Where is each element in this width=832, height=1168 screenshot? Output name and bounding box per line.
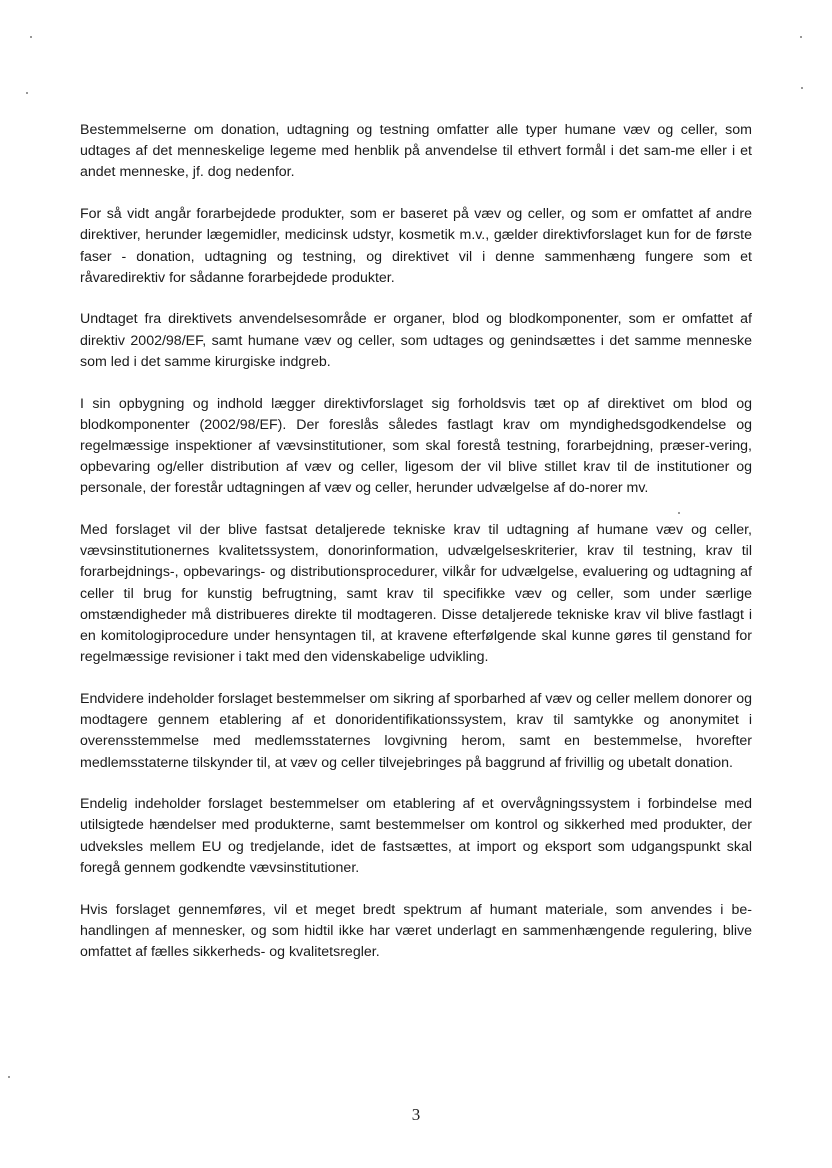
- paragraph-processed-products: For så vidt angår forarbejdede produkter, som er baseret på væv og celler, og som er omfattet af andre direktiver, herunder lægemidler, medicinsk udstyr, kosmetik m.v., gælder direktivforslaget kun for de første faser - donation, udtagning og testning, og direktivet vil i denne sammenhæng fungere som et råvaredirektiv for sådanne forarbejdede produkter.: [80, 206, 752, 286]
- paragraph-conclusion: Hvis forslaget gennemføres, vil et meget bredt spektrum af humant materiale, som anvendes i be-handlingen af mennesker, og som hidtil ikke har været underlagt en sammenhængende regulering, blive omfattet af fælles sikkerheds- og kvalitetsregler.: [80, 901, 752, 960]
- paragraph-traceability: Endvidere indeholder forslaget bestemmelser om sikring af sporbarhed af væv og celler mellem donorer og modtagere gennem etablering af et donoridentifikationssystem, krav til samtykke og anonymitet i overensstemmelse med medlemsstaternes lovgivning herom, samt en bestemmelse, hvorefter medlemsstaterne tilskynder til, at væv og celler tilvejebringes på baggrund af frivillig og ubetalt donation.: [80, 690, 752, 771]
- paragraph-scope: Bestemmelserne om donation, udtagning og testning omfatter alle typer humane væv og celler, som udtages af det menneskelige legeme med henblik på anvendelse til ethvert formål i det sam-me eller i et andet menneske, jf. dog nedenfor.: [80, 122, 752, 181]
- paragraph-surveillance: Endelig indeholder forslaget bestemmelser om etablering af et overvågningssystem i forbindelse med utilsigtede hændelser med produkterne, samt bestemmelser om kontrol og sikkerhed med produkter, der udveksles mellem EU og tredjelande, idet de fastsættes, at import og eksport som udgangspunkt skal foregå gennem godkendte vævsinstitutioner.: [80, 796, 752, 876]
- paragraph-structure: I sin opbygning og indhold lægger direktivforslaget sig forholdsvis tæt op af direktivet om blod og blodkomponenter (2002/98/EF). Der foreslås således fastlagt krav om myndighedsgodkendelse og regelmæssige inspektioner af vævsinstitutioner, som skal forestå testning, forarbejdning, præser-vering, opbevaring og/eller distribution af væv og celler, ligesom der vil blive stillet krav til de institutioner og personale, der forestår udtagningen af væv og celler, herunder udvælgelse af do-norer mv.: [80, 395, 752, 497]
- body-text: [80, 120, 752, 984]
- paragraph-exclusions: Undtaget fra direktivets anvendelsesområde er organer, blod og blodkomponenter, som er omfattet af direktiv 2002/98/EF, samt humane væv og celler, som udtages og genindsættes i det samme menneske som led i det samme kirurgiske indgreb.: [80, 311, 752, 370]
- page-number: 3: [411, 1105, 421, 1124]
- scan-speck: [26, 92, 28, 94]
- scan-speck: [801, 87, 803, 89]
- scan-speck: [30, 36, 32, 38]
- scan-speck: [800, 36, 802, 38]
- paragraph-technical-requirements: Med forslaget vil der blive fastsat detaljerede tekniske krav til udtagning af humane væv og celler, vævsinstitutionernes kvalitetssystem, donorinformation, udvælgelseskriterier, krav til testning, krav til forarbejdnings-, opbevarings- og distributionsprocedurer, vilkår for udvælgelse, evaluering og udtagning af celler til brug for kunstig befrugtning, samt krav til specifikke væv og celler, som under særlige omstændigheder må distribueres direkte til modtageren. Disse detaljerede tekniske krav vil blive fastlagt i en komitologiprocedure under hensyntagen til, at kravene efterfølgende skal kunne gøres til genstand for regelmæssige revisioner i takt med den videnskabelige udvikling.: [80, 522, 752, 666]
- scan-speck: [8, 1076, 10, 1078]
